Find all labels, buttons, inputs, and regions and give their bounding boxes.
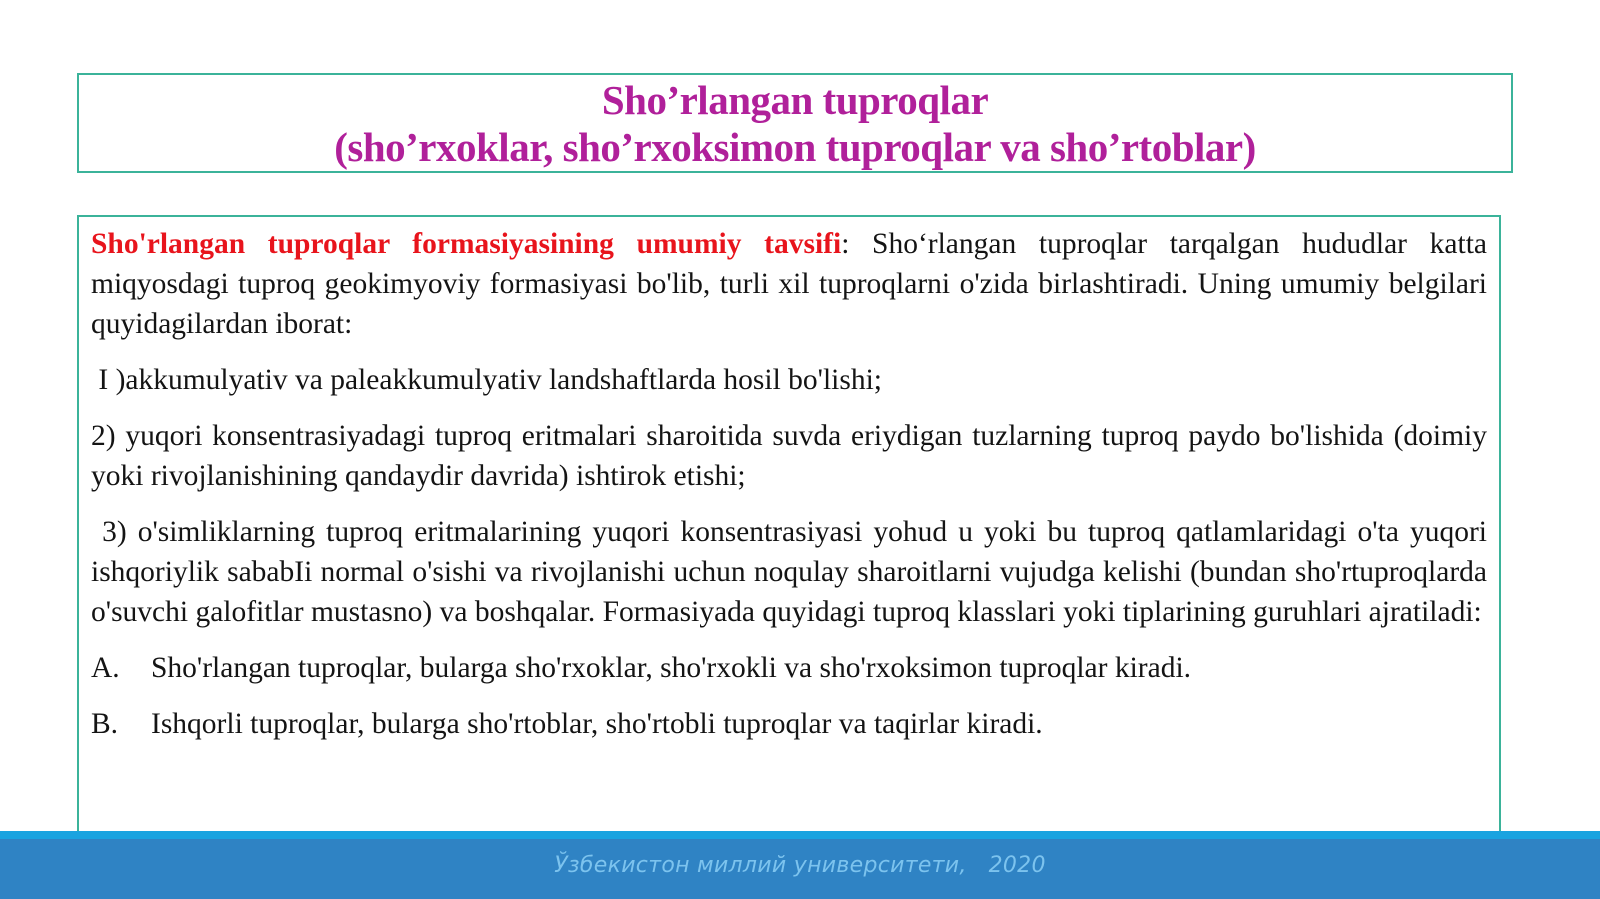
title-box: [77, 73, 1513, 173]
title-line-1: Sho’rlangan tuproqlar: [601, 77, 989, 123]
footer-text: Ўзбекистон миллий университети, 2020: [554, 853, 1046, 878]
footer-bar: [0, 831, 1600, 899]
list-item-a: [91, 648, 1487, 688]
point-3: 3) o'simliklarning tuproq eritmalarining yuqori konsentrasiyasi yohud u yoki bu tuproq qatlamlaridagi o'ta yuqori ishqoriylik sababIi normal o'sishi va rivojlanishi uchun noqulay sharoitlarni vujudga kelishi (bundan sho'rtuproqlarda o'suvchi galofitlar mustasno) va boshqalar. Formasiyada quyidagi tuproq klasslari yoki tiplarining guruhlari ajratiladi:: [91, 516, 1495, 628]
intro-text: : Sho‘rlangan tuproqlar tarqalgan hududlar katta miqyosdagi tuproq geokimyoviy formasiyasi bo'lib, turli xil tuproqlarni o'zida birlashtiradi. Uning umumiy belgilari quyidagilardan iborat:: [91, 228, 1487, 340]
point-2: 2) yuqori konsentrasiyadagi tuproq eritmalari sharoitida suvda eriydigan tuzlarning tuproq paydo bo'lishida (doimiy yoki rivojlanishining qandaydir davrida) ishtirok etishi;: [91, 420, 1487, 492]
intro-lead: Sho'rlangan tuproqlar formasiyasining umumiy tavsifi: [91, 228, 842, 260]
point-1: I )akkumulyativ va paleakkumulyativ landshaftlarda hosil bo'lishi;: [91, 364, 882, 396]
list-marker: B.: [91, 708, 119, 740]
intro-paragraph: [91, 224, 1487, 344]
list-item-text: Sho'rlangan tuproqlar, bularga sho'rxoklar, sho'rxokli va sho'rxoksimon tuproqlar kiradi.: [151, 652, 1192, 684]
title-line-2: (sho’rxoklar, sho’rxoksimon tuproqlar va sho’rtoblar): [334, 124, 1256, 170]
list-item-text: Ishqorli tuproqlar, bularga sho'rtoblar, sho'rtobli tuproqlar va taqirlar kiradi.: [151, 708, 1043, 740]
list-marker: A.: [91, 652, 120, 684]
content-box: [77, 215, 1501, 835]
list-item-b: [91, 704, 1487, 744]
